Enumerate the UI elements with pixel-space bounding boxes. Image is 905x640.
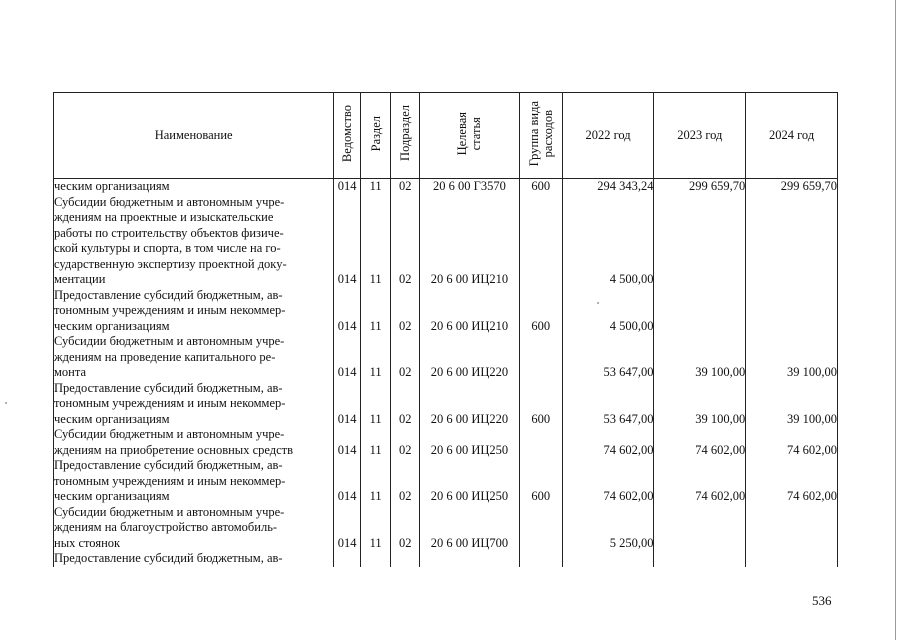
row-name xyxy=(54,427,334,458)
row-amount-2023: 74 602,00 xyxy=(654,427,746,458)
row-name xyxy=(54,505,334,552)
row-amount-2022: 53 647,00 xyxy=(562,334,654,381)
row-target-article: 20 6 00 ИЦ210 xyxy=(419,288,519,335)
row-name-line: Предоставление субсидий бюджетным, ав- xyxy=(54,458,283,472)
row-name-line: ных стоянок xyxy=(54,535,121,550)
table-row xyxy=(54,334,838,381)
table-row xyxy=(54,458,838,505)
header-podrazdel xyxy=(391,93,420,179)
row-podrazdel: 02 xyxy=(391,288,420,335)
row-razdel: 11 xyxy=(360,288,391,335)
row-name-line: Субсидии бюджетным и автономным учре- xyxy=(54,427,285,441)
row-name-line: монта xyxy=(54,365,87,379)
row-amount-2023 xyxy=(654,505,746,552)
row-razdel: 11 xyxy=(360,179,391,195)
row-name-line: Предоставление субсидий бюджетным, ав- xyxy=(54,380,283,395)
table-body xyxy=(54,179,838,567)
row-amount-2023 xyxy=(654,288,746,335)
row-expense-group xyxy=(519,334,562,381)
header-2024-label: 2024 год xyxy=(768,127,815,142)
row-name-line: работы по строительству объектов физиче- xyxy=(54,225,284,240)
row-name-line: Субсидии бюджетным и автономным учре- xyxy=(54,334,285,348)
row-target-article: 20 6 00 ИЦ220 xyxy=(419,334,519,381)
row-vedomstvo xyxy=(334,551,361,567)
row-amount-2023 xyxy=(654,195,746,288)
row-expense-group: 600 xyxy=(519,458,562,505)
table-row xyxy=(54,288,838,335)
row-name-line: Субсидии бюджетным и автономным учре- xyxy=(54,194,285,209)
row-expense-group xyxy=(519,551,562,567)
row-amount-2024: 74 602,00 xyxy=(746,458,838,505)
row-name xyxy=(54,195,334,288)
row-podrazdel: 02 xyxy=(391,381,420,428)
row-podrazdel: 02 xyxy=(391,427,420,458)
row-vedomstvo: 014 xyxy=(334,381,361,428)
row-target-article: 20 6 00 ИЦ250 xyxy=(419,427,519,458)
row-razdel: 11 xyxy=(360,334,391,381)
row-name-line: сударственную экспертизу проектной доку- xyxy=(54,256,287,271)
row-amount-2023: 39 100,00 xyxy=(654,334,746,381)
row-name xyxy=(54,179,334,195)
row-amount-2024: 39 100,00 xyxy=(746,381,838,428)
header-expense-group xyxy=(519,93,562,179)
row-name-line: ческим организациям xyxy=(54,489,170,503)
row-amount-2022: 294 343,24 xyxy=(562,179,654,195)
row-podrazdel: 02 xyxy=(391,179,420,195)
row-name xyxy=(54,551,334,567)
row-amount-2022: 4 500,00 xyxy=(562,195,654,288)
row-amount-2022: 74 602,00 xyxy=(562,458,654,505)
table-row xyxy=(54,381,838,428)
row-name-line: тономным учреждениям и иным некоммер- xyxy=(54,396,286,410)
row-expense-group xyxy=(519,505,562,552)
row-name-line: ждениям на приобретение основных средств xyxy=(54,442,294,457)
header-2022 xyxy=(562,93,654,179)
header-podrazdel-label: Подраздел xyxy=(398,105,413,162)
row-vedomstvo: 014 xyxy=(334,427,361,458)
row-name xyxy=(54,381,334,428)
table-row xyxy=(54,551,838,567)
row-amount-2024: 39 100,00 xyxy=(746,334,838,381)
row-podrazdel xyxy=(391,551,420,567)
row-podrazdel: 02 xyxy=(391,505,420,552)
row-razdel xyxy=(360,551,391,567)
scan-edge-line xyxy=(895,0,896,640)
row-name-line: ждениям на благоустройство автомобиль- xyxy=(54,520,278,534)
row-target-article: 20 6 00 ИЦ220 xyxy=(419,381,519,428)
header-target-line1: Целевая xyxy=(455,111,470,155)
table-header xyxy=(54,93,838,179)
header-vedomstvo xyxy=(334,93,361,179)
table-row xyxy=(54,195,838,288)
row-name-line: ждениям на проектные и изыскательские xyxy=(54,210,274,224)
row-name-line: тономным учреждениям и иным некоммер- xyxy=(54,473,286,488)
header-2023-label: 2023 год xyxy=(677,127,723,142)
row-amount-2024 xyxy=(746,195,838,288)
row-podrazdel: 02 xyxy=(391,334,420,381)
row-podrazdel: 02 xyxy=(391,458,420,505)
row-amount-2024: 299 659,70 xyxy=(746,179,838,195)
row-razdel: 11 xyxy=(360,505,391,552)
row-target-article xyxy=(419,551,519,567)
row-expense-group: 600 xyxy=(519,381,562,428)
row-amount-2022: 5 250,00 xyxy=(562,505,654,552)
row-razdel: 11 xyxy=(360,195,391,288)
row-vedomstvo: 014 xyxy=(334,505,361,552)
header-target-line2: статья xyxy=(469,116,484,150)
row-name-line: Субсидии бюджетным и автономным учре- xyxy=(54,504,285,519)
row-name-line: ской культуры и спорта, в том числе на го- xyxy=(54,241,281,255)
row-target-article: 20 6 00 ИЦ700 xyxy=(419,505,519,552)
row-amount-2023: 39 100,00 xyxy=(654,381,746,428)
row-vedomstvo: 014 xyxy=(334,334,361,381)
header-razdel xyxy=(360,93,391,179)
budget-table xyxy=(53,92,838,567)
header-vedomstvo-label: Ведомство xyxy=(340,104,355,162)
table-row xyxy=(54,427,838,458)
row-expense-group xyxy=(519,195,562,288)
header-group-line2: расходов xyxy=(540,109,555,157)
row-name-line: Предоставление субсидий бюджетным, ав- xyxy=(54,287,283,302)
header-2022-label: 2022 год xyxy=(585,127,631,142)
row-expense-group: 600 xyxy=(519,179,562,195)
row-amount-2022 xyxy=(562,551,654,567)
row-amount-2022: 74 602,00 xyxy=(562,427,654,458)
row-razdel: 11 xyxy=(360,458,391,505)
table-row xyxy=(54,505,838,552)
table-row xyxy=(54,179,838,195)
header-target-article-label xyxy=(455,112,483,155)
header-razdel-label: Раздел xyxy=(368,115,383,151)
row-name xyxy=(54,458,334,505)
row-amount-2024 xyxy=(746,551,838,567)
row-target-article: 20 6 00 Г3570 xyxy=(419,179,519,195)
row-name xyxy=(54,334,334,381)
row-target-article: 20 6 00 ИЦ250 xyxy=(419,458,519,505)
row-vedomstvo: 014 xyxy=(334,288,361,335)
row-expense-group: 600 xyxy=(519,288,562,335)
row-amount-2023 xyxy=(654,551,746,567)
header-name xyxy=(54,93,334,179)
row-name-line: ческим организациям xyxy=(54,411,170,426)
scan-speck xyxy=(5,402,7,404)
row-name-line: ческим организациям xyxy=(54,179,170,193)
row-amount-2023: 74 602,00 xyxy=(654,458,746,505)
header-2024 xyxy=(746,93,838,179)
row-amount-2022: 4 500,00 xyxy=(562,288,654,335)
row-name-line: ментации xyxy=(54,272,106,286)
row-name-line: ждениям на проведение капитального ре- xyxy=(54,349,276,364)
header-expense-group-label xyxy=(527,101,555,166)
row-razdel: 11 xyxy=(360,427,391,458)
row-vedomstvo: 014 xyxy=(334,458,361,505)
row-amount-2024: 74 602,00 xyxy=(746,427,838,458)
row-amount-2024 xyxy=(746,505,838,552)
row-amount-2024 xyxy=(746,288,838,335)
row-vedomstvo: 014 xyxy=(334,195,361,288)
row-name-line: тономным учреждениям и иным некоммер- xyxy=(54,303,286,317)
row-name-line: Предоставление субсидий бюджетным, ав- xyxy=(54,551,283,565)
header-target-article xyxy=(419,93,519,179)
row-amount-2023: 299 659,70 xyxy=(654,179,746,195)
row-podrazdel: 02 xyxy=(391,195,420,288)
row-expense-group xyxy=(519,427,562,458)
header-2023 xyxy=(654,93,746,179)
row-name xyxy=(54,288,334,335)
row-vedomstvo: 014 xyxy=(334,179,361,195)
row-name-line: ческим организациям xyxy=(54,318,170,333)
row-target-article: 20 6 00 ИЦ210 xyxy=(419,195,519,288)
row-razdel: 11 xyxy=(360,381,391,428)
row-amount-2022: 53 647,00 xyxy=(562,381,654,428)
page-number: 536 xyxy=(812,593,832,608)
header-group-line1: Группа вида xyxy=(526,100,541,166)
header-name-label: Наименование xyxy=(154,127,233,142)
